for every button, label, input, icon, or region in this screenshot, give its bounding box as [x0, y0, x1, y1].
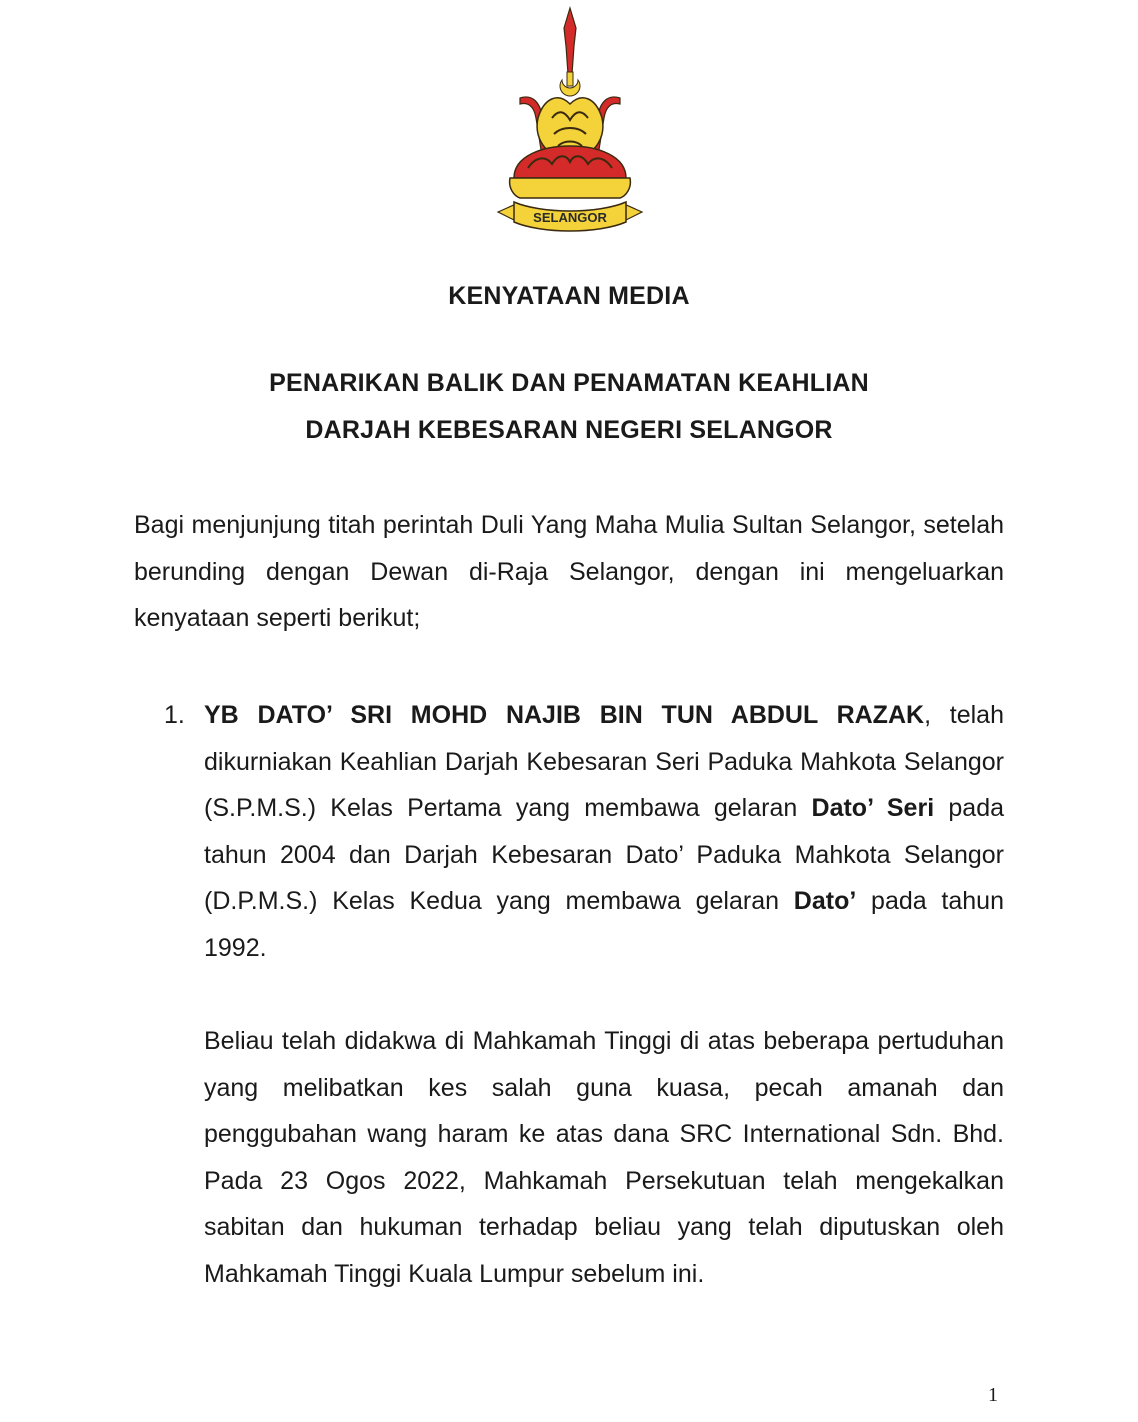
title-dato-seri: Dato’ Seri: [811, 794, 935, 822]
list-item-1: [204, 692, 1004, 971]
item-text-b: pada tahun 2004 dan Darjah Kebesaran Dato’ Paduka Mahkota Selangor (D.P.M.S.) Kelas Kedua yang membawa gelaran: [204, 794, 1005, 915]
subtitle-line-1: PENARIKAN BALIK DAN PENAMATAN KEAHLIAN: [269, 369, 869, 397]
subtitle-line-2: DARJAH KEBESARAN NEGERI SELANGOR: [305, 416, 833, 444]
item-text-a: , telah dikurniakan Keahlian Darjah Kebesaran Seri Paduka Mahkota Selangor (S.P.M.S.) Kelas Pertama yang membawa gelaran: [204, 701, 1004, 822]
crest-banner-text: SELANGOR: [533, 210, 607, 225]
selangor-crest-logo: [492, 6, 648, 238]
intro-paragraph: Bagi menjunjung titah perintah Duli Yang Maha Mulia Sultan Selangor, setelah berunding dengan Dewan di-Raja Selangor, dengan ini mengeluarkan kenyataan seperti berikut;: [134, 511, 1004, 632]
person-name: YB DATO’ SRI MOHD NAJIB BIN TUN ABDUL RAZAK: [204, 701, 925, 729]
page-number: 1: [988, 1384, 998, 1406]
item-text-c: pada tahun 1992.: [204, 887, 1004, 962]
document-title: KENYATAAN MEDIA: [448, 282, 690, 310]
list-item-number: 1.: [164, 701, 185, 729]
detail-paragraph: Beliau telah didakwa di Mahkamah Tinggi di atas beberapa pertuduhan yang melibatkan kes salah guna kuasa, pecah amanah dan penggubahan wang haram ke atas dana SRC International Sdn. Bhd. Pada 23 Ogos 2022, Mahkamah Persekutuan telah mengekalkan sabitan dan hukuman terhadap beliau yang telah diputuskan oleh Mahkamah Tinggi Kuala Lumpur sebelum ini.: [204, 1027, 1004, 1288]
title-dato: Dato’: [793, 887, 857, 915]
